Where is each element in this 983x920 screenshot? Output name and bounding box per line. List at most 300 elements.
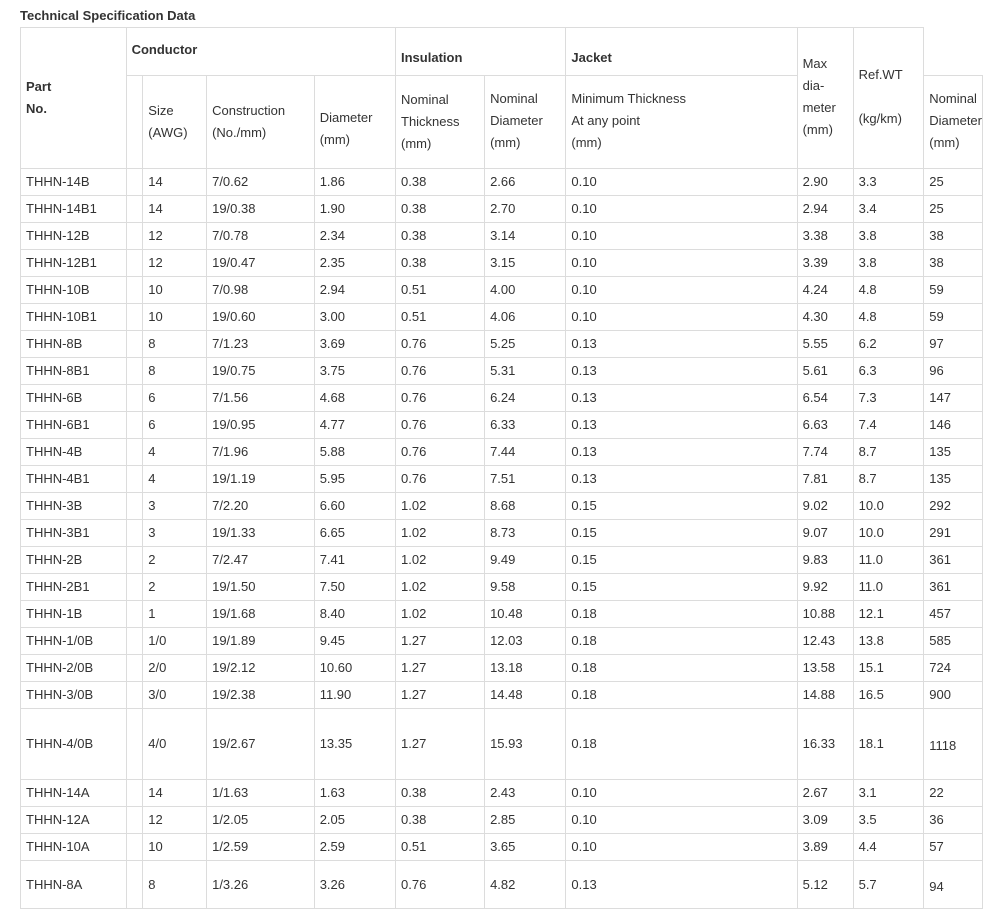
cell-spacer (126, 861, 143, 909)
cell-jacket-min-thickness: 0.10 (566, 277, 797, 304)
cell-jacket-diameter: 9.07 (797, 520, 853, 547)
cell-jacket-diameter: 9.02 (797, 493, 853, 520)
cell-size: 14 (143, 780, 207, 807)
cell-construction: 1/3.26 (207, 861, 315, 909)
cell-diameter: 7.50 (314, 574, 395, 601)
cell-spacer (126, 493, 143, 520)
table-row (21, 520, 983, 547)
table-row (21, 466, 983, 493)
cell-construction: 19/2.67 (207, 709, 315, 780)
cell-jacket-min-thickness: 0.10 (566, 169, 797, 196)
cell-ref-wt: 361 (924, 574, 983, 601)
cell-jacket-diameter: 5.61 (797, 358, 853, 385)
cell-part-no: THHN-3/0B (21, 682, 127, 709)
cell-size: 4 (143, 466, 207, 493)
cell-ref-wt: 135 (924, 439, 983, 466)
cell-jacket-min-thickness: 0.10 (566, 780, 797, 807)
cell-part-no: THHN-3B (21, 493, 127, 520)
cell-ins-thickness: 0.38 (396, 196, 485, 223)
cell-ins-thickness: 1.27 (396, 655, 485, 682)
cell-jacket-diameter: 2.67 (797, 780, 853, 807)
cell-ref-wt: 36 (924, 807, 983, 834)
cell-size: 3/0 (143, 682, 207, 709)
cell-ins-diameter: 5.31 (485, 358, 566, 385)
cell-max-diameter: 10.0 (853, 520, 924, 547)
table-row (21, 780, 983, 807)
cell-ins-diameter: 3.65 (485, 834, 566, 861)
cell-jacket-min-thickness: 0.15 (566, 547, 797, 574)
cell-max-diameter: 6.3 (853, 358, 924, 385)
cell-part-no: THHN-2B1 (21, 574, 127, 601)
table-row (21, 601, 983, 628)
cell-ins-thickness: 1.02 (396, 547, 485, 574)
cell-ins-thickness: 0.38 (396, 250, 485, 277)
cell-ref-wt: 900 (924, 682, 983, 709)
cell-size: 10 (143, 304, 207, 331)
cell-jacket-min-thickness: 0.10 (566, 834, 797, 861)
cell-max-diameter: 10.0 (853, 493, 924, 520)
cell-part-no: THHN-1/0B (21, 628, 127, 655)
cell-construction: 19/1.50 (207, 574, 315, 601)
cell-max-diameter: 3.4 (853, 196, 924, 223)
table-row (21, 304, 983, 331)
cell-ref-wt: 292 (924, 493, 983, 520)
cell-size: 6 (143, 385, 207, 412)
cell-size: 12 (143, 223, 207, 250)
cell-ins-thickness: 1.02 (396, 574, 485, 601)
cell-jacket-min-thickness: 0.13 (566, 331, 797, 358)
header-construction: Construction (No./mm) (207, 76, 315, 169)
cell-diameter: 2.34 (314, 223, 395, 250)
cell-spacer (126, 223, 143, 250)
cell-part-no: THHN-10B (21, 277, 127, 304)
cell-ref-wt: 96 (924, 358, 983, 385)
cell-ins-thickness: 0.38 (396, 223, 485, 250)
cell-construction: 7/2.47 (207, 547, 315, 574)
cell-size: 3 (143, 520, 207, 547)
cell-jacket-min-thickness: 0.15 (566, 520, 797, 547)
cell-max-diameter: 16.5 (853, 682, 924, 709)
table-row (21, 628, 983, 655)
cell-max-diameter: 8.7 (853, 466, 924, 493)
cell-ins-thickness: 0.51 (396, 304, 485, 331)
cell-ins-diameter: 13.18 (485, 655, 566, 682)
cell-max-diameter: 15.1 (853, 655, 924, 682)
cell-jacket-diameter: 3.09 (797, 807, 853, 834)
cell-construction: 19/0.75 (207, 358, 315, 385)
cell-diameter: 3.00 (314, 304, 395, 331)
cell-jacket-diameter: 16.33 (797, 709, 853, 780)
cell-max-diameter: 13.8 (853, 628, 924, 655)
cell-diameter: 6.65 (314, 520, 395, 547)
cell-part-no: THHN-10A (21, 834, 127, 861)
cell-spacer (126, 412, 143, 439)
cell-ins-thickness: 1.27 (396, 682, 485, 709)
table-row (21, 574, 983, 601)
cell-part-no: THHN-14B (21, 169, 127, 196)
cell-jacket-diameter: 3.39 (797, 250, 853, 277)
cell-jacket-min-thickness: 0.18 (566, 655, 797, 682)
table-row (21, 655, 983, 682)
cell-max-diameter: 5.7 (853, 861, 924, 909)
cell-ins-diameter: 12.03 (485, 628, 566, 655)
cell-ref-wt: 147 (924, 385, 983, 412)
cell-max-diameter: 8.7 (853, 439, 924, 466)
cell-construction: 19/2.38 (207, 682, 315, 709)
cell-size: 6 (143, 412, 207, 439)
table-row (21, 331, 983, 358)
cell-spacer (126, 807, 143, 834)
cell-ref-wt: 457 (924, 601, 983, 628)
cell-ins-diameter: 14.48 (485, 682, 566, 709)
cell-part-no: THHN-4B (21, 439, 127, 466)
table-row (21, 385, 983, 412)
header-ins-diameter: Nominal Diameter (mm) (485, 76, 566, 169)
cell-part-no: THHN-12B (21, 223, 127, 250)
cell-diameter: 2.05 (314, 807, 395, 834)
cell-construction: 19/0.95 (207, 412, 315, 439)
cell-size: 12 (143, 250, 207, 277)
cell-ins-diameter: 6.24 (485, 385, 566, 412)
header-conductor: Conductor (126, 28, 395, 76)
cell-ins-thickness: 0.38 (396, 780, 485, 807)
cell-ins-thickness: 1.27 (396, 709, 485, 780)
cell-construction: 19/1.68 (207, 601, 315, 628)
cell-diameter: 8.40 (314, 601, 395, 628)
cell-jacket-min-thickness: 0.18 (566, 628, 797, 655)
cell-max-diameter: 4.8 (853, 304, 924, 331)
table-row (21, 196, 983, 223)
header-size: Size (AWG) (143, 76, 207, 169)
cell-spacer (126, 439, 143, 466)
cell-construction: 19/1.19 (207, 466, 315, 493)
cell-ref-wt: 585 (924, 628, 983, 655)
cell-ins-thickness: 1.02 (396, 493, 485, 520)
cell-diameter: 2.59 (314, 834, 395, 861)
cell-construction: 19/1.89 (207, 628, 315, 655)
cell-diameter: 1.90 (314, 196, 395, 223)
header-max-diameter: Max dia- meter (mm) (797, 28, 853, 169)
cell-diameter: 3.75 (314, 358, 395, 385)
cell-size: 1 (143, 601, 207, 628)
cell-ins-thickness: 0.76 (396, 439, 485, 466)
header-jacket-diameter: Nominal Diameter (mm) (924, 76, 983, 169)
table-row (21, 547, 983, 574)
cell-spacer (126, 520, 143, 547)
cell-part-no: THHN-1B (21, 601, 127, 628)
cell-size: 14 (143, 196, 207, 223)
cell-spacer (126, 682, 143, 709)
cell-ins-diameter: 6.33 (485, 412, 566, 439)
cell-ref-wt: 38 (924, 223, 983, 250)
cell-max-diameter: 3.5 (853, 807, 924, 834)
cell-diameter: 5.95 (314, 466, 395, 493)
cell-max-diameter: 3.8 (853, 250, 924, 277)
cell-ins-diameter: 2.43 (485, 780, 566, 807)
cell-max-diameter: 12.1 (853, 601, 924, 628)
cell-jacket-min-thickness: 0.13 (566, 358, 797, 385)
cell-ref-wt: 59 (924, 277, 983, 304)
cell-jacket-diameter: 2.94 (797, 196, 853, 223)
cell-ins-thickness: 0.76 (396, 861, 485, 909)
cell-ref-wt: 146 (924, 412, 983, 439)
cell-ref-wt: 22 (924, 780, 983, 807)
header-jacket-min-thickness: Minimum Thickness At any point (mm) (566, 76, 797, 169)
cell-construction: 7/1.56 (207, 385, 315, 412)
cell-ref-wt: 94 (924, 861, 983, 909)
cell-size: 2 (143, 574, 207, 601)
cell-spacer (126, 628, 143, 655)
cell-max-diameter: 7.4 (853, 412, 924, 439)
cell-size: 10 (143, 277, 207, 304)
cell-ref-wt: 25 (924, 196, 983, 223)
cell-spacer (126, 358, 143, 385)
cell-construction: 19/1.33 (207, 520, 315, 547)
cell-ins-thickness: 0.38 (396, 807, 485, 834)
table-row (21, 358, 983, 385)
cell-spacer (126, 250, 143, 277)
cell-construction: 19/2.12 (207, 655, 315, 682)
cell-spacer (126, 780, 143, 807)
cell-jacket-diameter: 6.54 (797, 385, 853, 412)
cell-diameter: 4.68 (314, 385, 395, 412)
cell-jacket-diameter: 3.38 (797, 223, 853, 250)
cell-ref-wt: 361 (924, 547, 983, 574)
table-row (21, 709, 983, 780)
cell-part-no: THHN-8A (21, 861, 127, 909)
cell-part-no: THHN-14B1 (21, 196, 127, 223)
cell-construction: 7/0.62 (207, 169, 315, 196)
cell-part-no: THHN-8B1 (21, 358, 127, 385)
table-row (21, 861, 983, 909)
cell-max-diameter: 3.8 (853, 223, 924, 250)
cell-diameter: 3.26 (314, 861, 395, 909)
cell-part-no: THHN-12B1 (21, 250, 127, 277)
cell-part-no: THHN-14A (21, 780, 127, 807)
cell-spacer (126, 834, 143, 861)
cell-part-no: THHN-4B1 (21, 466, 127, 493)
cell-construction: 7/1.23 (207, 331, 315, 358)
cell-diameter: 5.88 (314, 439, 395, 466)
table-row (21, 834, 983, 861)
table-row (21, 223, 983, 250)
cell-ins-diameter: 5.25 (485, 331, 566, 358)
cell-ins-diameter: 9.49 (485, 547, 566, 574)
header-insulation: Insulation (396, 28, 566, 76)
cell-diameter: 2.35 (314, 250, 395, 277)
cell-diameter: 10.60 (314, 655, 395, 682)
cell-ins-thickness: 1.02 (396, 520, 485, 547)
cell-max-diameter: 3.1 (853, 780, 924, 807)
cell-size: 4/0 (143, 709, 207, 780)
cell-construction: 1/2.59 (207, 834, 315, 861)
cell-ins-diameter: 2.70 (485, 196, 566, 223)
table-row (21, 682, 983, 709)
cell-ins-diameter: 8.73 (485, 520, 566, 547)
cell-ins-thickness: 0.76 (396, 358, 485, 385)
cell-jacket-diameter: 9.92 (797, 574, 853, 601)
cell-ins-diameter: 7.51 (485, 466, 566, 493)
cell-ins-thickness: 0.38 (396, 169, 485, 196)
cell-diameter: 4.77 (314, 412, 395, 439)
cell-part-no: THHN-3B1 (21, 520, 127, 547)
cell-diameter: 9.45 (314, 628, 395, 655)
cell-construction: 19/0.60 (207, 304, 315, 331)
cell-spacer (126, 196, 143, 223)
cell-max-diameter: 7.3 (853, 385, 924, 412)
cell-jacket-min-thickness: 0.18 (566, 709, 797, 780)
cell-ins-diameter: 3.14 (485, 223, 566, 250)
cell-ref-wt: 25 (924, 169, 983, 196)
cell-part-no: THHN-12A (21, 807, 127, 834)
cell-ins-diameter: 7.44 (485, 439, 566, 466)
cell-ins-diameter: 2.85 (485, 807, 566, 834)
cell-diameter: 1.86 (314, 169, 395, 196)
cell-max-diameter: 18.1 (853, 709, 924, 780)
cell-jacket-diameter: 3.89 (797, 834, 853, 861)
cell-jacket-min-thickness: 0.10 (566, 196, 797, 223)
header-jacket: Jacket (566, 28, 797, 76)
cell-spacer (126, 385, 143, 412)
cell-max-diameter: 3.3 (853, 169, 924, 196)
header-diameter: Diameter (mm) (314, 76, 395, 169)
cell-jacket-min-thickness: 0.15 (566, 493, 797, 520)
cell-max-diameter: 11.0 (853, 574, 924, 601)
cell-ins-thickness: 0.76 (396, 331, 485, 358)
cell-ref-wt: 38 (924, 250, 983, 277)
cell-construction: 7/0.78 (207, 223, 315, 250)
cell-spacer (126, 277, 143, 304)
cell-jacket-diameter: 14.88 (797, 682, 853, 709)
cell-jacket-min-thickness: 0.18 (566, 682, 797, 709)
header-spacer (126, 76, 143, 169)
cell-ref-wt: 57 (924, 834, 983, 861)
cell-jacket-diameter: 13.58 (797, 655, 853, 682)
cell-spacer (126, 169, 143, 196)
cell-jacket-min-thickness: 0.13 (566, 861, 797, 909)
cell-jacket-diameter: 7.74 (797, 439, 853, 466)
cell-max-diameter: 11.0 (853, 547, 924, 574)
table-row (21, 493, 983, 520)
cell-jacket-min-thickness: 0.15 (566, 574, 797, 601)
cell-construction: 1/1.63 (207, 780, 315, 807)
cell-ref-wt: 291 (924, 520, 983, 547)
cell-jacket-diameter: 10.88 (797, 601, 853, 628)
cell-ins-thickness: 0.76 (396, 385, 485, 412)
cell-part-no: THHN-10B1 (21, 304, 127, 331)
cell-spacer (126, 466, 143, 493)
cell-jacket-min-thickness: 0.13 (566, 412, 797, 439)
cell-jacket-diameter: 9.83 (797, 547, 853, 574)
cell-jacket-diameter: 5.55 (797, 331, 853, 358)
cell-ref-wt: 1118 (924, 709, 983, 780)
header-ins-thickness: Nominal Thickness (mm) (396, 76, 485, 169)
cell-ins-thickness: 0.51 (396, 277, 485, 304)
cell-ins-diameter: 4.82 (485, 861, 566, 909)
cell-jacket-min-thickness: 0.10 (566, 223, 797, 250)
header-part-no: Part No. (21, 28, 127, 169)
cell-size: 8 (143, 358, 207, 385)
cell-jacket-min-thickness: 0.13 (566, 466, 797, 493)
cell-spacer (126, 709, 143, 780)
cell-spacer (126, 655, 143, 682)
cell-construction: 7/2.20 (207, 493, 315, 520)
cell-jacket-diameter: 7.81 (797, 466, 853, 493)
cell-ins-diameter: 4.00 (485, 277, 566, 304)
cell-ins-diameter: 15.93 (485, 709, 566, 780)
cell-ins-thickness: 0.76 (396, 466, 485, 493)
spec-table (20, 27, 983, 909)
cell-construction: 7/1.96 (207, 439, 315, 466)
cell-size: 14 (143, 169, 207, 196)
cell-ref-wt: 97 (924, 331, 983, 358)
cell-jacket-min-thickness: 0.13 (566, 385, 797, 412)
cell-size: 4 (143, 439, 207, 466)
cell-size: 2/0 (143, 655, 207, 682)
cell-diameter: 7.41 (314, 547, 395, 574)
cell-diameter: 3.69 (314, 331, 395, 358)
cell-size: 10 (143, 834, 207, 861)
cell-ins-thickness: 1.02 (396, 601, 485, 628)
page-title: Technical Specification Data (20, 8, 196, 23)
cell-spacer (126, 331, 143, 358)
cell-jacket-min-thickness: 0.10 (566, 807, 797, 834)
cell-ins-thickness: 0.76 (396, 412, 485, 439)
cell-jacket-min-thickness: 0.18 (566, 601, 797, 628)
cell-ins-diameter: 10.48 (485, 601, 566, 628)
cell-diameter: 6.60 (314, 493, 395, 520)
cell-spacer (126, 547, 143, 574)
cell-size: 12 (143, 807, 207, 834)
cell-ref-wt: 59 (924, 304, 983, 331)
cell-ins-diameter: 9.58 (485, 574, 566, 601)
cell-jacket-diameter: 4.24 (797, 277, 853, 304)
cell-diameter: 13.35 (314, 709, 395, 780)
cell-construction: 19/0.38 (207, 196, 315, 223)
table-row (21, 807, 983, 834)
cell-part-no: THHN-6B (21, 385, 127, 412)
cell-part-no: THHN-2B (21, 547, 127, 574)
cell-ref-wt: 724 (924, 655, 983, 682)
header-ref-wt: Ref.WT (kg/km) (853, 28, 924, 169)
cell-jacket-diameter: 2.90 (797, 169, 853, 196)
cell-max-diameter: 4.8 (853, 277, 924, 304)
table-row (21, 439, 983, 466)
cell-jacket-min-thickness: 0.10 (566, 250, 797, 277)
cell-ins-diameter: 2.66 (485, 169, 566, 196)
cell-construction: 19/0.47 (207, 250, 315, 277)
cell-jacket-diameter: 5.12 (797, 861, 853, 909)
cell-construction: 1/2.05 (207, 807, 315, 834)
cell-part-no: THHN-4/0B (21, 709, 127, 780)
cell-max-diameter: 4.4 (853, 834, 924, 861)
table-row (21, 169, 983, 196)
cell-jacket-min-thickness: 0.10 (566, 304, 797, 331)
table-row (21, 250, 983, 277)
table-row (21, 277, 983, 304)
cell-size: 2 (143, 547, 207, 574)
cell-diameter: 11.90 (314, 682, 395, 709)
cell-ins-diameter: 4.06 (485, 304, 566, 331)
cell-part-no: THHN-2/0B (21, 655, 127, 682)
cell-ref-wt: 135 (924, 466, 983, 493)
cell-size: 8 (143, 861, 207, 909)
cell-spacer (126, 304, 143, 331)
cell-jacket-diameter: 6.63 (797, 412, 853, 439)
table-row (21, 412, 983, 439)
cell-part-no: THHN-6B1 (21, 412, 127, 439)
cell-ins-diameter: 3.15 (485, 250, 566, 277)
